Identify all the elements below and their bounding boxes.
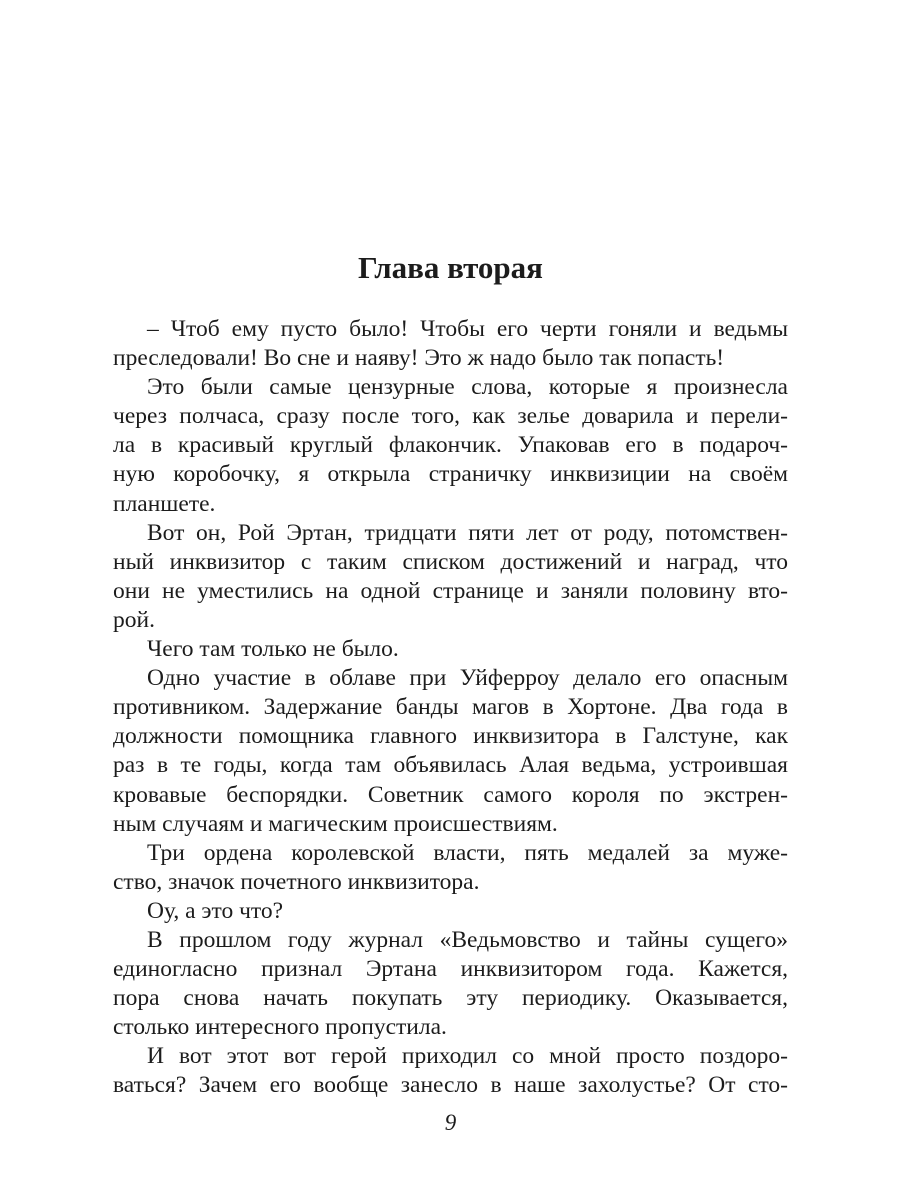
text-line: они не уместились на одной странице и заняли половину вто-: [113, 577, 788, 604]
text-line: – Чтоб ему пусто было! Чтобы его черти гоняли и ведьмы: [147, 316, 788, 342]
text-line: раз в те годы, когда там объявилась Алая ведьма, устроившая: [113, 752, 788, 779]
text-line: ную коробочку, я открыла страничку инквизиции на своём: [113, 461, 788, 488]
text-line: должности помощника главного инквизитора в Галстуне, как: [113, 723, 788, 750]
text-line: Чего там только не было.: [147, 636, 399, 663]
text-line: рой.: [113, 606, 155, 633]
page-number: 9: [444, 1110, 457, 1135]
text-line: Вот он, Рой Эртан, тридцати пяти лет от роду, потомствен-: [147, 519, 788, 546]
body-text: [113, 315, 788, 1101]
text-line: ла в красивый круглый флакончик. Упаковав его в подароч-: [113, 432, 788, 459]
text-line: столько интересного пропустила.: [113, 1014, 447, 1041]
text-line: планшете.: [113, 490, 216, 517]
text-line: Одно участие в облаве при Уйферроу делало его опасным: [147, 665, 788, 692]
text-line: единогласно признал Эртана инквизитором года. Кажется,: [113, 956, 788, 983]
text-line: ство, значок почетного инквизитора.: [113, 868, 480, 895]
text-line: ный инквизитор с таким списком достижений и наград, что: [113, 548, 788, 575]
text-line: Три ордена королевской власти, пять медалей за муже-: [147, 839, 788, 866]
text-line: И вот этот вот герой приходил со мной просто поздоро-: [147, 1043, 788, 1070]
text-line: преследовали! Во сне и наяву! Это ж надо было так попасть!: [113, 345, 725, 372]
text-line: пора снова начать покупать эту периодику. Оказывается,: [113, 985, 788, 1012]
text-line: Оу, а это что?: [147, 897, 284, 924]
text-line: В прошлом году журнал «Ведьмовство и тайны сущего»: [147, 926, 788, 953]
text-line: противником. Задержание банды магов в Хортоне. Два года в: [113, 694, 788, 721]
text-line: через полчаса, сразу после того, как зелье доварила и перели-: [113, 403, 788, 430]
text-line: Это были самые цензурные слова, которые я произнесла: [147, 374, 788, 401]
text-line: ным случаям и магическим происшествиям.: [113, 810, 558, 837]
text-line: кровавые беспорядки. Советник самого короля по экстрен-: [113, 781, 788, 808]
text-line: ваться? Зачем его вообще занесло в наше захолустье? От сто-: [113, 1072, 788, 1099]
chapter-title: Глава вторая: [358, 250, 543, 285]
book-page: [113, 0, 788, 1200]
